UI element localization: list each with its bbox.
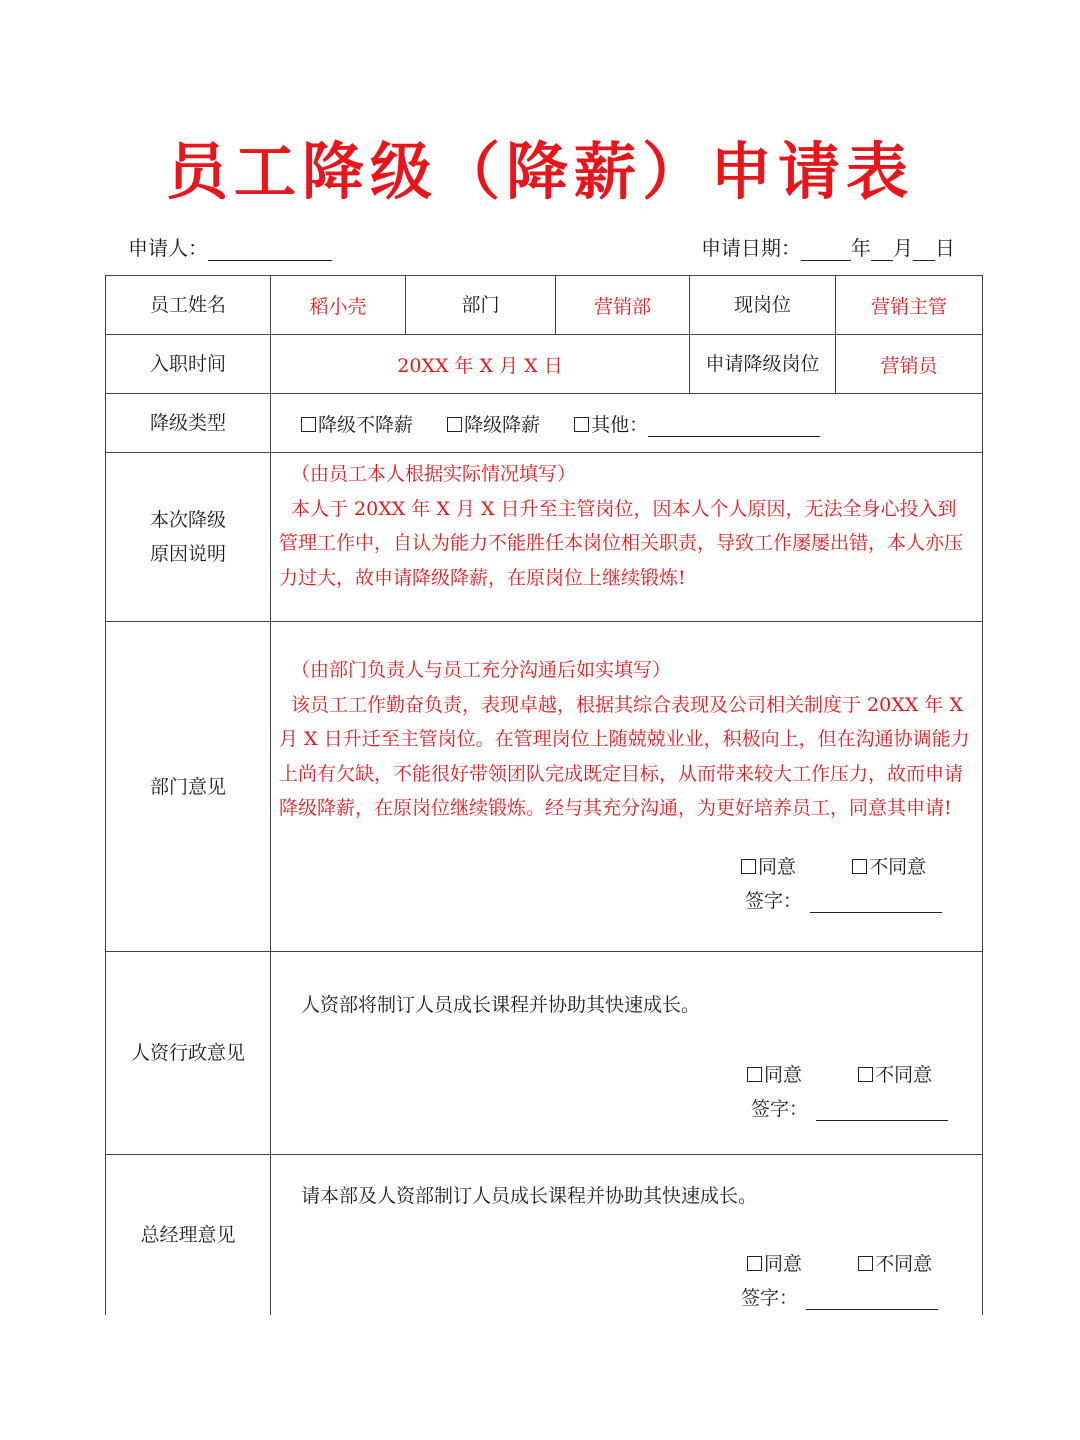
applicant-label: 申请人： (128, 236, 208, 260)
day-label: 日 (935, 236, 955, 260)
table-row (106, 1155, 983, 1315)
reason-note: （由员工本人根据实际情况填写） (291, 463, 577, 485)
disagree-label: 不同意 (869, 856, 927, 878)
disagree-label: 不同意 (875, 1253, 933, 1275)
demotion-type-options (271, 394, 983, 453)
table-row (106, 335, 983, 394)
signature-label: 签字： (745, 890, 803, 912)
checkbox-icon[interactable] (741, 859, 756, 874)
hr-opinion-label: 人资行政意见 (106, 952, 271, 1155)
checkbox-icon[interactable] (301, 417, 316, 432)
table-row (106, 276, 983, 335)
signature-label: 签字： (751, 1098, 809, 1120)
disagree-option[interactable] (858, 1253, 932, 1275)
disagree-option[interactable] (852, 856, 926, 878)
gm-signature (741, 1283, 938, 1310)
agree-label: 同意 (758, 856, 797, 878)
department-opinion-content (271, 653, 982, 826)
department-value[interactable]: 营销部 (556, 276, 690, 335)
agree-label: 同意 (764, 1253, 803, 1275)
checkbox-icon[interactable] (858, 1067, 873, 1082)
disagree-option[interactable] (858, 1064, 932, 1086)
year-label: 年 (851, 236, 871, 260)
other-input-line[interactable] (648, 416, 820, 437)
option-demote-no-pay-cut[interactable] (301, 410, 413, 437)
hire-date-value[interactable]: 20XX 年 X 月 X 日 (271, 335, 690, 394)
month-input-line[interactable] (871, 240, 893, 261)
applicant-input-line[interactable] (208, 240, 332, 261)
agree-label: 同意 (764, 1064, 803, 1086)
month-label: 月 (893, 236, 913, 260)
gm-opinion-cell[interactable] (271, 1155, 983, 1315)
apply-date-label: 申请日期： (701, 236, 801, 260)
hr-opinion-text: 人资部将制订人员成长课程并协助其快速成长。 (301, 994, 701, 1016)
current-position-label: 现岗位 (690, 276, 836, 335)
option-label: 降级不降薪 (318, 413, 414, 436)
application-form-table (105, 275, 983, 1315)
checkbox-icon[interactable] (852, 859, 867, 874)
reason-content (271, 457, 982, 595)
apply-date-field (701, 232, 955, 261)
hr-opinion-cell[interactable] (271, 952, 983, 1155)
reason-text: 本人于 20XX 年 X 月 X 日升至主管岗位，因本人个人原因，无法全身心投入到管理工作中，自认为能力不能胜任本岗位相关职责，导致工作屡屡出错，本人亦压力过大，故申请降级降薪，在原岗位上继续锻炼! (279, 497, 964, 589)
form-title: 员工降级（降薪）申请表 (165, 135, 914, 208)
checkbox-icon[interactable] (747, 1067, 762, 1082)
current-position-value[interactable]: 营销主管 (836, 276, 983, 335)
gm-opinion-text: 请本部及人资部制订人员成长课程并协助其快速成长。 (301, 1185, 758, 1207)
disagree-label: 不同意 (875, 1064, 933, 1086)
demotion-type-label: 降级类型 (106, 394, 271, 453)
reason-label (106, 453, 271, 622)
department-opinion-note: （由部门负责人与员工充分沟通后如实填写） (291, 659, 672, 681)
signature-input-line[interactable] (806, 1289, 938, 1310)
signature-label: 签字： (741, 1287, 799, 1309)
reason-cell[interactable] (271, 453, 983, 622)
checkbox-icon[interactable] (574, 417, 589, 432)
department-approval-options (741, 852, 926, 879)
gm-approval-options (747, 1249, 932, 1276)
signature-input-line[interactable] (816, 1100, 948, 1121)
department-opinion-label: 部门意见 (106, 622, 271, 952)
option-other[interactable] (574, 410, 820, 437)
option-label: 其他： (591, 413, 649, 436)
reason-label-line1: 本次降级 (149, 509, 226, 531)
day-input-line[interactable] (913, 240, 935, 261)
target-position-label: 申请降级岗位 (690, 335, 836, 394)
table-row (106, 622, 983, 952)
department-opinion-cell[interactable] (271, 622, 983, 952)
applicant-field (128, 232, 332, 261)
agree-option[interactable] (741, 856, 796, 878)
reason-label-line2: 原因说明 (149, 543, 226, 565)
department-signature (745, 886, 942, 913)
hr-approval-options (747, 1060, 932, 1087)
signature-input-line[interactable] (810, 892, 942, 913)
checkbox-icon[interactable] (447, 417, 462, 432)
employee-name-value[interactable]: 稻小壳 (271, 276, 406, 335)
option-label: 降级降薪 (464, 413, 541, 436)
table-row (106, 952, 983, 1155)
year-input-line[interactable] (801, 240, 851, 261)
checkbox-icon[interactable] (858, 1256, 873, 1271)
agree-option[interactable] (747, 1253, 802, 1275)
gm-opinion-label: 总经理意见 (106, 1155, 271, 1315)
option-demote-pay-cut[interactable] (447, 410, 540, 437)
department-opinion-text: 该员工工作勤奋负责，表现卓越，根据其综合表现及公司相关制度于 20XX 年 X 月 X 日升迁至主管岗位。在管理岗位上随兢兢业业，积极向上，但在沟通协调能力上尚有欠缺，不能很好带领团队完成既定目标，从而带来较大工作压力，故而申请降级降薪，在原岗位继续锻炼。经与其充分沟通，为更好培养员工，同意其申请! (279, 693, 970, 819)
hr-signature (751, 1094, 948, 1121)
hire-date-label: 入职时间 (106, 335, 271, 394)
department-label: 部门 (406, 276, 556, 335)
target-position-value[interactable]: 营销员 (836, 335, 983, 394)
agree-option[interactable] (747, 1064, 802, 1086)
employee-name-label: 员工姓名 (106, 276, 271, 335)
table-row (106, 394, 983, 453)
table-row (106, 453, 983, 622)
checkbox-icon[interactable] (747, 1256, 762, 1271)
